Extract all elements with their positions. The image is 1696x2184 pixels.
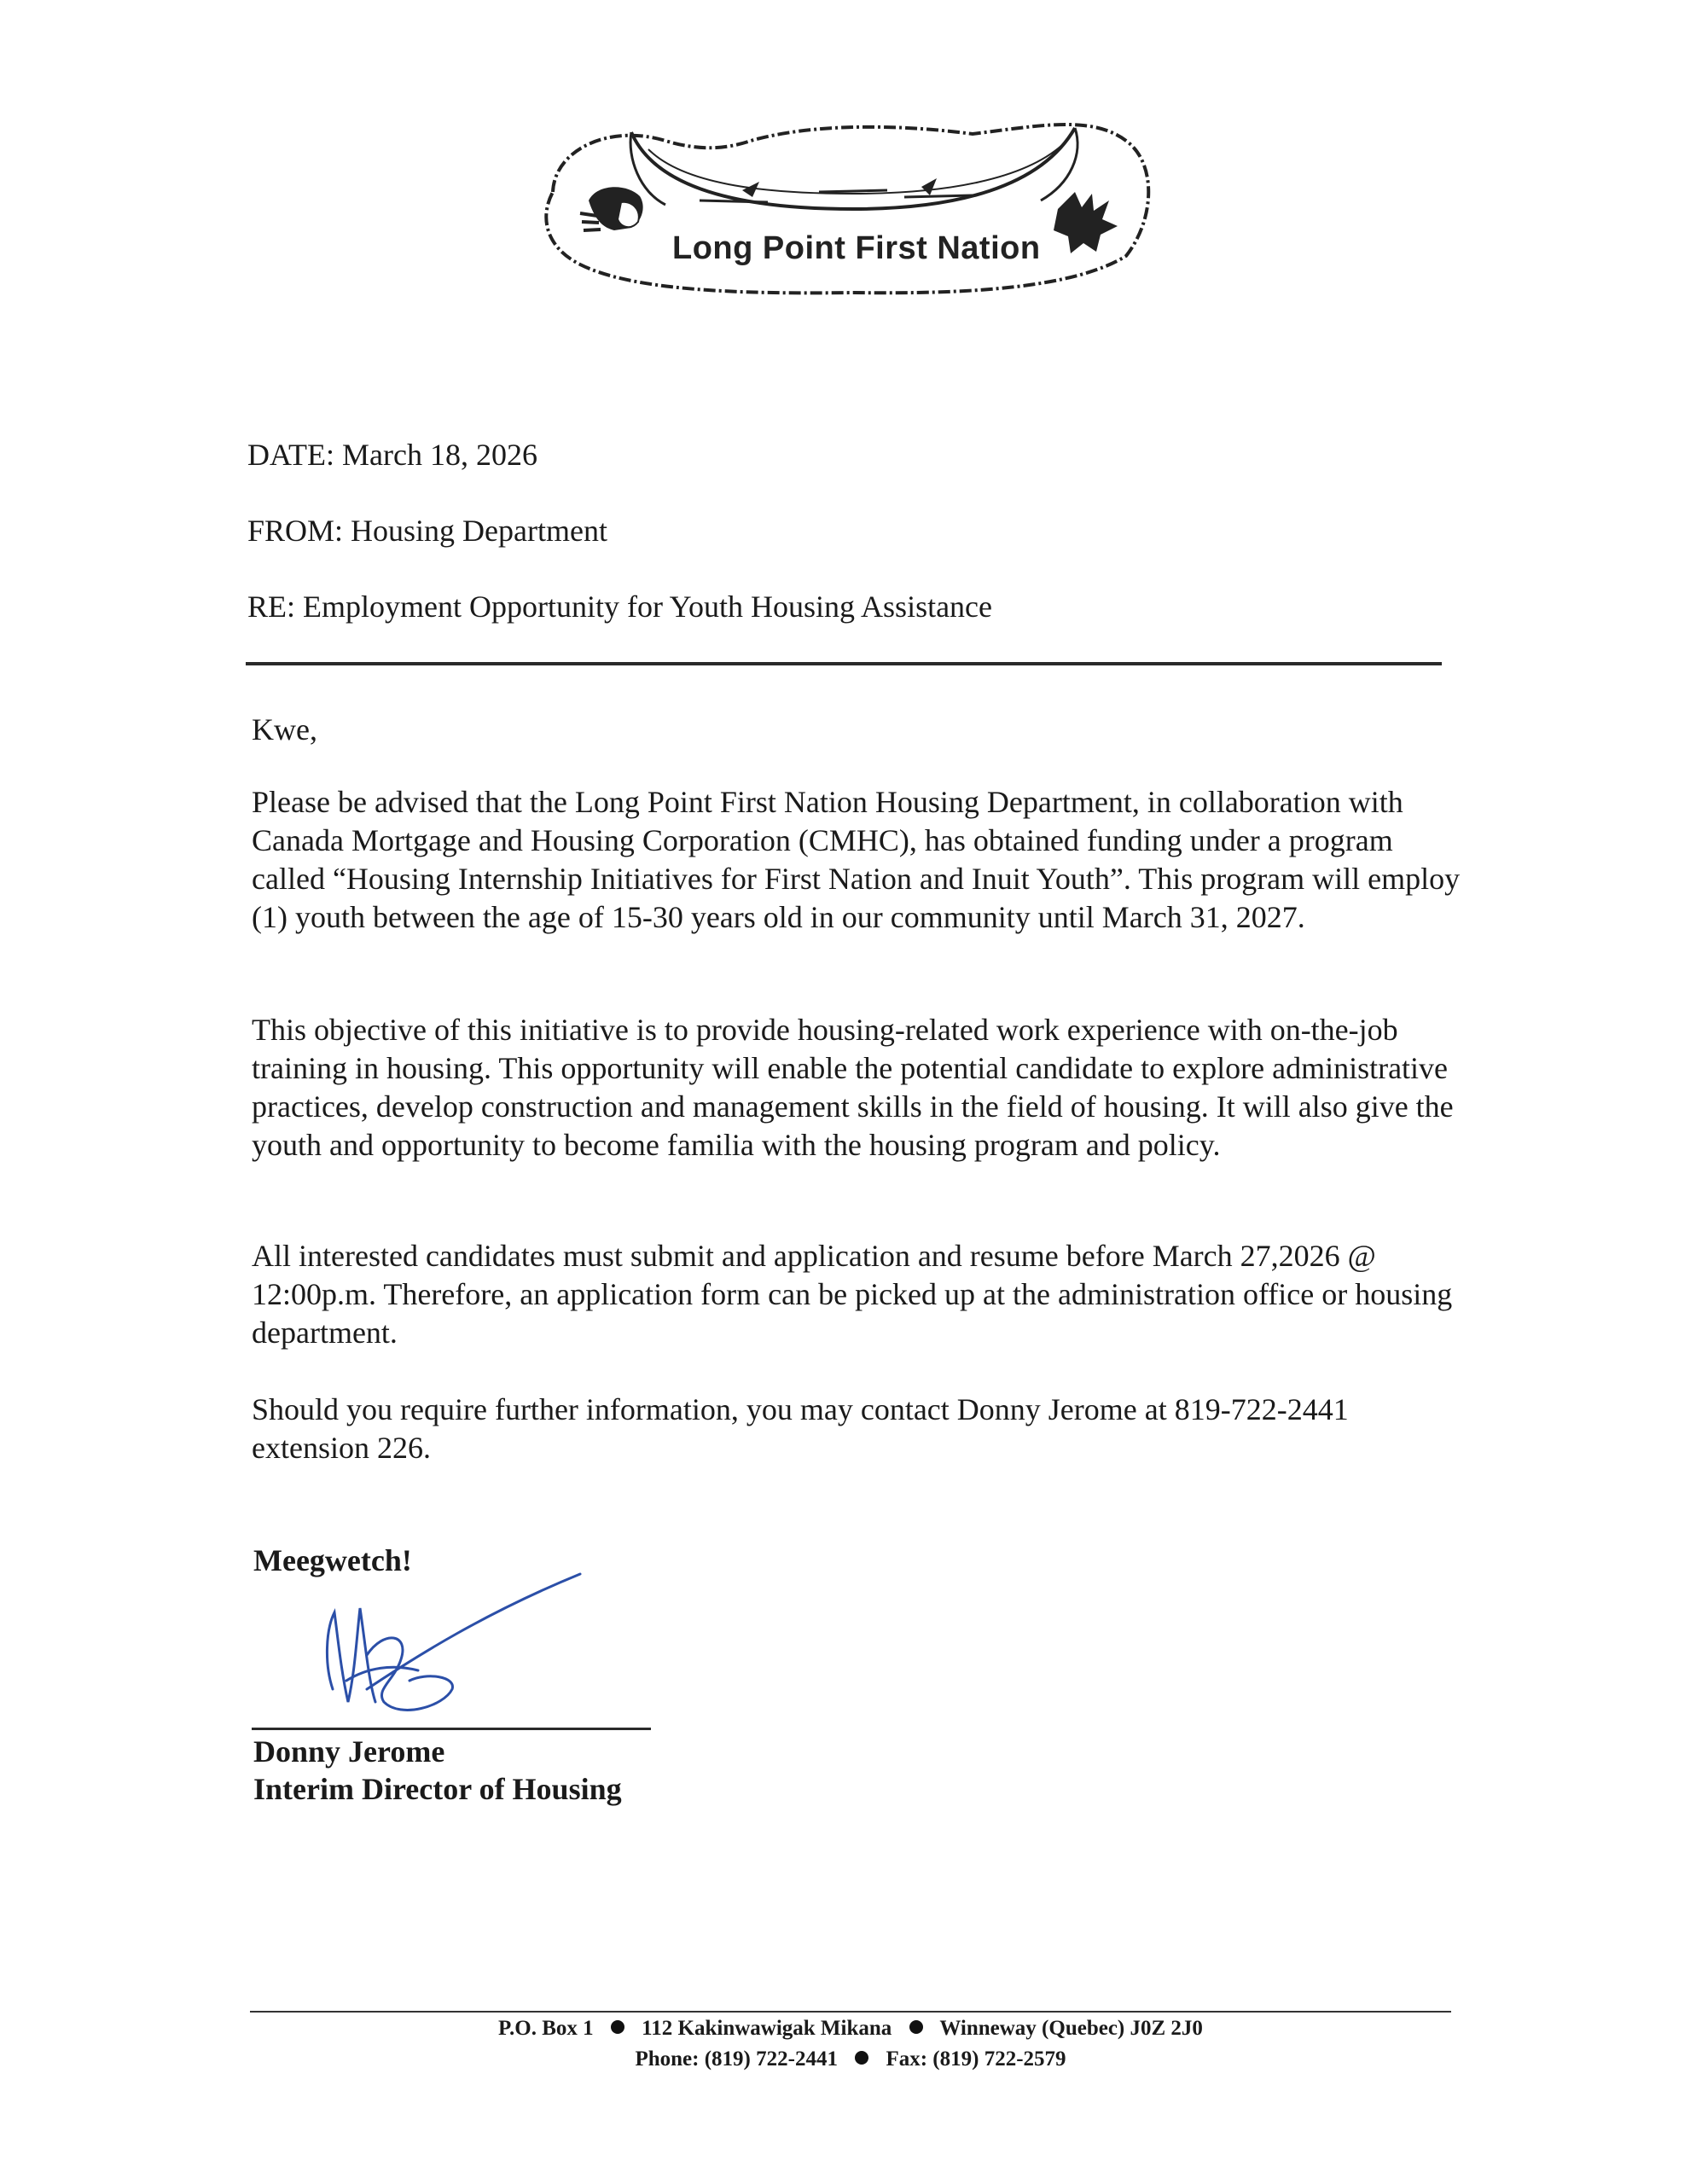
subject-line xyxy=(247,589,992,624)
canoe-logo-icon xyxy=(529,90,1160,311)
from-line xyxy=(247,513,607,549)
paragraph-funding: Please be advised that the Long Point First Nation Housing Department, in collaboration with Canada Mortgage and Housing Corporation (CMHC), has obtained funding under a program called “Housing Internship Initiatives for First Nation and Inuit Youth”. This program will employ (1) youth between the age of 15-30 years old in our community until March 31, 2027. xyxy=(252,785,1461,934)
from-label: FROM: xyxy=(247,514,344,548)
footer-city: Winneway (Quebec) J0Z 2J0 xyxy=(939,2017,1203,2040)
bullet-icon xyxy=(855,2051,868,2065)
letterhead-logo xyxy=(529,90,1160,311)
organization-name: Long Point First Nation xyxy=(672,230,1041,266)
signer-title: Interim Director of Housing xyxy=(253,1772,622,1806)
re-label: RE: xyxy=(247,590,296,624)
paragraph-contact: Should you require further information, you may contact Donny Jerome at 819-722-2441 extension 226. xyxy=(252,1392,1349,1465)
date-value: March 18, 2026 xyxy=(342,438,537,472)
bullet-icon xyxy=(909,2020,923,2034)
signer-name: Donny Jerome xyxy=(253,1734,445,1769)
header-divider xyxy=(246,662,1442,665)
bullet-icon xyxy=(611,2020,624,2034)
date-label: DATE: xyxy=(247,438,334,472)
re-value: Employment Opportunity for Youth Housing Assistance xyxy=(303,590,993,624)
footer-contact xyxy=(250,2048,1451,2071)
footer-phone: Phone: (819) 722-2441 xyxy=(635,2048,838,2071)
closing-salutation: Meegwetch! xyxy=(253,1543,412,1577)
footer-address xyxy=(250,2017,1451,2041)
greeting: Kwe, xyxy=(252,712,317,746)
from-value: Housing Department xyxy=(351,514,607,548)
footer-fax: Fax: (819) 722-2579 xyxy=(886,2048,1066,2071)
paragraph-objective: This objective of this initiative is to provide housing-related work experience with on-the-job training in housing. This opportunity will enable the potential candidate to explore administrative practices, develop construction and management skills in the field of housing. It will also give the youth and opportunity to become familia with the housing program and policy. xyxy=(252,1013,1454,1162)
handwritten-signature xyxy=(316,1561,597,1732)
signature-line xyxy=(252,1728,651,1730)
paragraph-application: All interested candidates must submit and application and resume before March 27,2026 @ 12:00p.m. Therefore, an application form can be picked up at the administration office or housing department. xyxy=(252,1239,1453,1350)
footer-street: 112 Kakinwawigak Mikana xyxy=(642,2017,892,2040)
date-line xyxy=(247,437,537,473)
footer-divider xyxy=(250,2011,1451,2013)
footer-po-box: P.O. Box 1 xyxy=(498,2017,594,2040)
